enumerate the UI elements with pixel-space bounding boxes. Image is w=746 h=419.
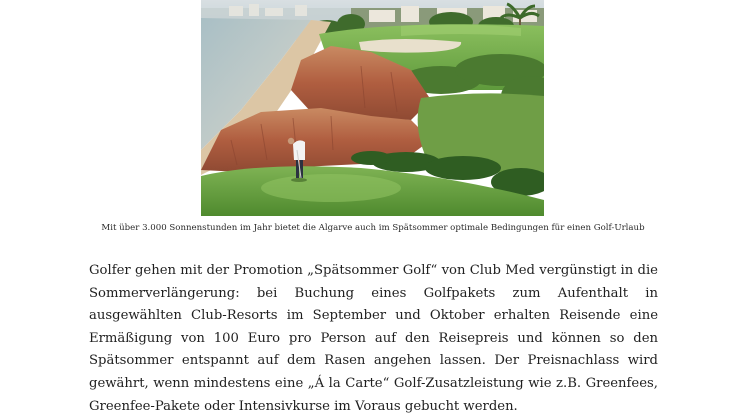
golf-photo [201, 0, 544, 216]
photo-caption: Mit über 3.000 Sonnenstunden im Jahr bietet die Algarve auch im Spätsommer optimale Bedingungen für einen Golf-Urlaub [101, 223, 645, 233]
article-body [89, 260, 658, 418]
golf-landscape-image [201, 0, 544, 216]
article-paragraph: Golfer gehen mit der Promotion „Spätsommer Golf“ von Club Med vergünstigt in die Sommerverlängerung: bei Buchung eines Golfpakets zum Aufenthalt in ausgewählten Club-Resorts im September und Oktober erhalten Reisende eine Ermäßigung von 100 Euro pro Person auf den Reisepreis und können so den Spätsommer entspannt auf dem Rasen angehen lassen. Der Preisnachlass wird gewährt, wenn mindestens eine „Á la Carte“ Golf-Zusatzleistung wie z.B. Greenfees, Greenfee-Pakete oder Intensivkurse im Voraus gebucht werden. [89, 263, 658, 414]
